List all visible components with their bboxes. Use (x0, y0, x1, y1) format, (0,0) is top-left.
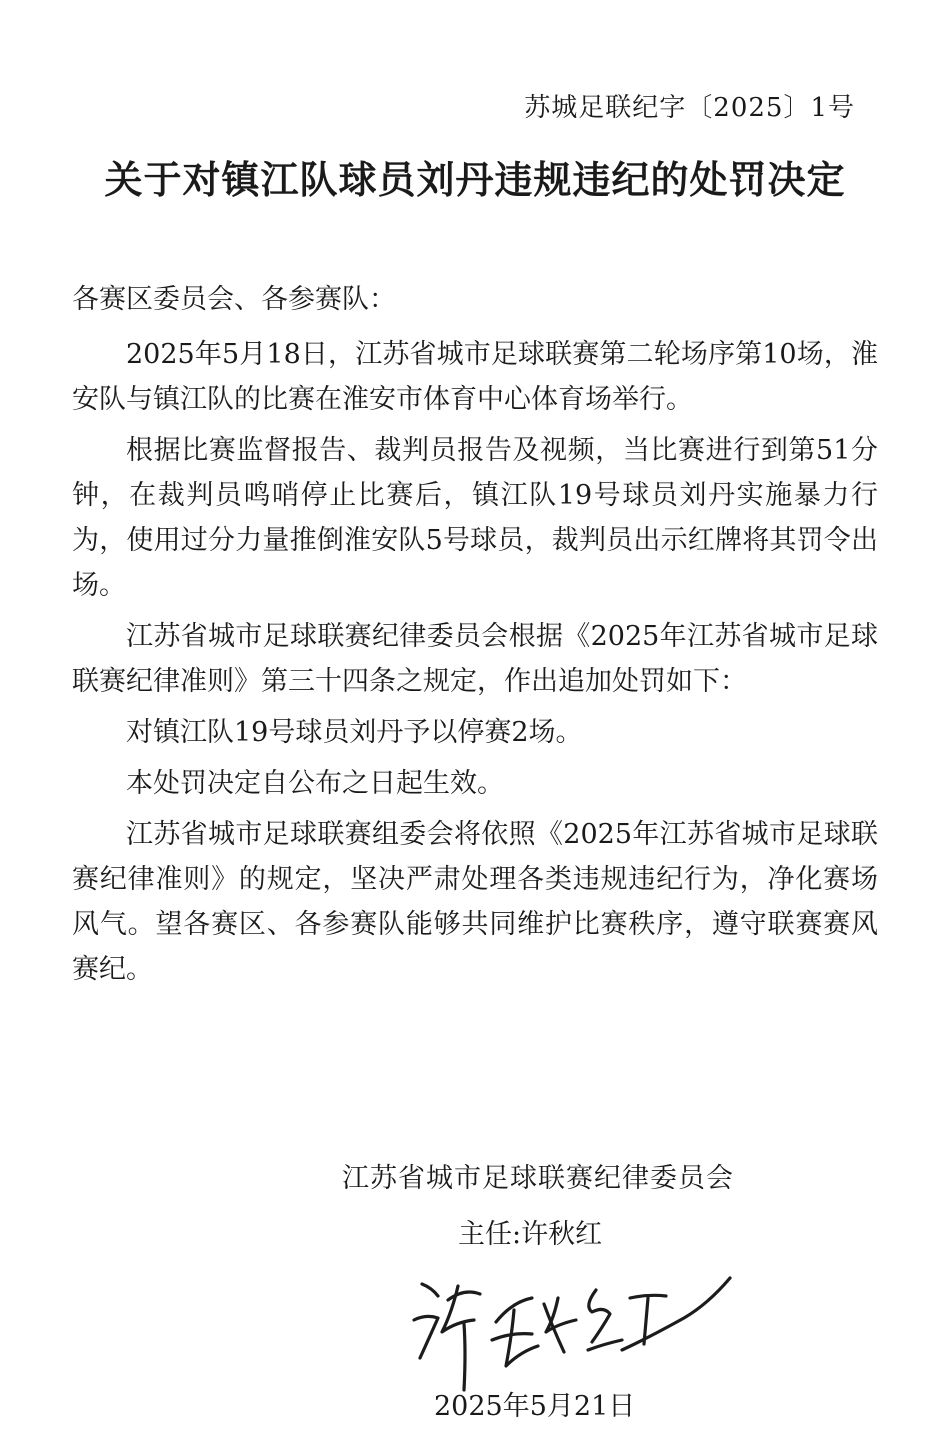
paragraph-closing: 江苏省城市足球联赛组委会将依照《2025年江苏省城市足球联赛纪律准则》的规定，坚决严肃处理各类违规违纪行为，净化赛场风气。望各赛区、各参赛队能够共同维护比赛秩序，遵守联赛赛风赛纪。 (72, 819, 878, 985)
salutation: 各赛区委员会、各参赛队： (72, 284, 396, 315)
document-body (72, 332, 878, 998)
paragraph-ruling-basis: 江苏省城市足球联赛纪律委员会根据《2025年江苏省城市足球联赛纪律准则》第三十四条之规定，作出追加处罚如下： (72, 621, 878, 697)
issuing-organization: 江苏省城市足球联赛纪律委员会 (342, 1163, 734, 1194)
paragraph-effective: 本处罚决定自公布之日起生效。 (126, 768, 504, 799)
handwritten-signature (408, 1262, 738, 1392)
paragraph-incident: 根据比赛监督报告、裁判员报告及视频，当比赛进行到第51分钟，在裁判员鸣哨停止比赛后，镇江队19号球员刘丹实施暴力行为，使用过分力量推倒淮安队5号球员，裁判员出示红牌将其罚令出场。 (72, 435, 878, 601)
paragraph-penalty: 对镇江队19号球员刘丹予以停赛2场。 (126, 717, 583, 748)
document-title: 关于对镇江队球员刘丹违规违纪的处罚决定 (104, 157, 846, 202)
director-name: 主任:许秋红 (458, 1219, 603, 1250)
paragraph-match-info: 2025年5月18日，江苏省城市足球联赛第二轮场序第10场，淮安队与镇江队的比赛在淮安市体育中心体育场举行。 (72, 339, 878, 415)
issue-date: 2025年5月21日 (434, 1391, 636, 1422)
document-number: 苏城足联纪字〔2025〕1号 (524, 93, 855, 123)
